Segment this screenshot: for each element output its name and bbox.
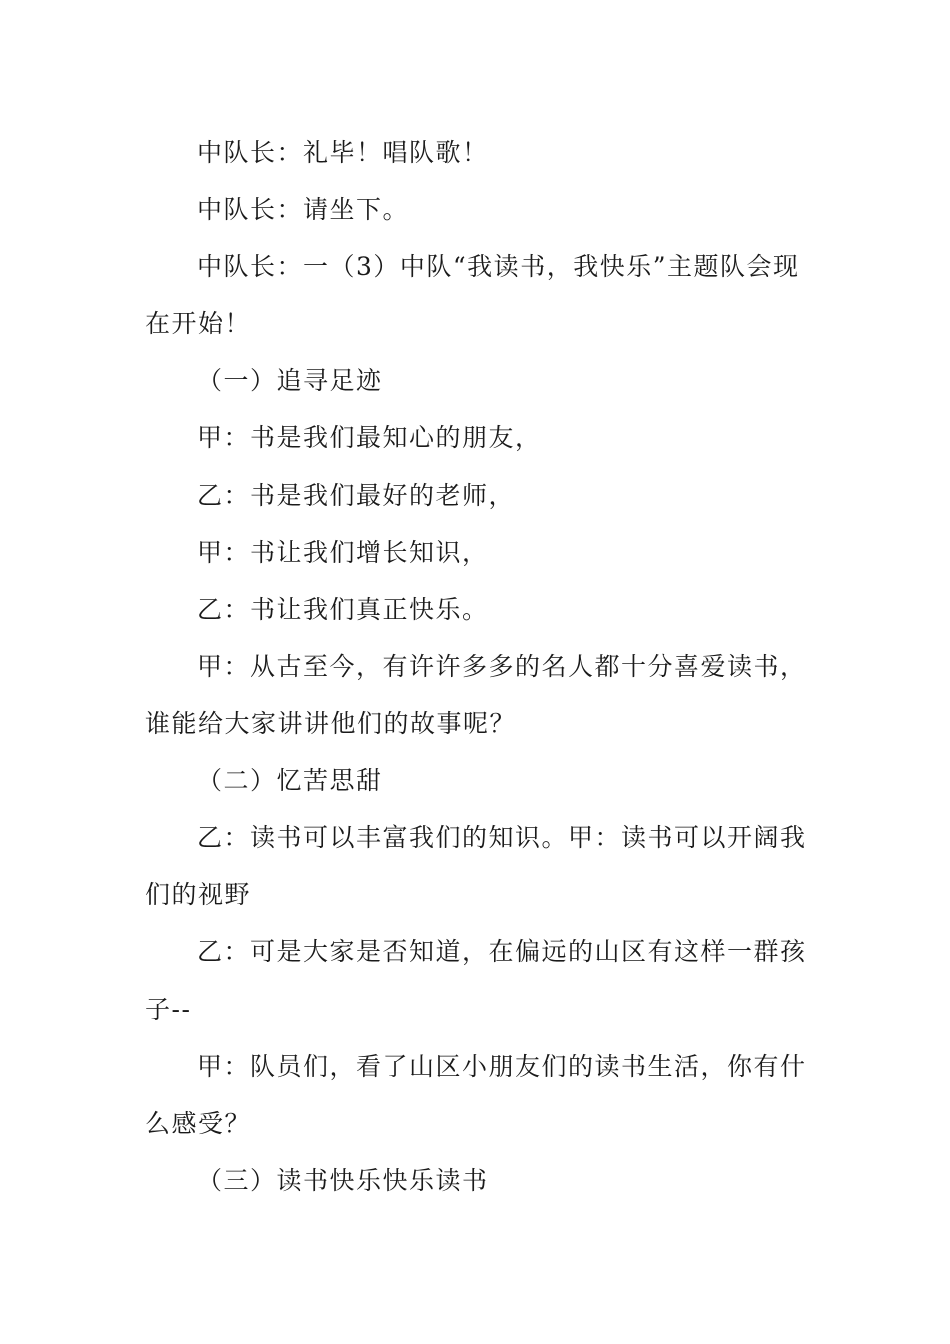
paragraph-line: 乙：书是我们最好的老师，	[197, 481, 516, 510]
paragraph-line: 乙：读书可以丰富我们的知识。甲：读书可以开阔我	[197, 823, 807, 852]
section-heading: （二）忆苦思甜	[197, 766, 383, 795]
paragraph-line: 子--	[145, 995, 192, 1024]
paragraph-line: 中队长：请坐下。	[197, 195, 410, 224]
paragraph-line: 乙：书让我们真正快乐。	[197, 595, 489, 624]
paragraph-line: 谁能给大家讲讲他们的故事呢？	[145, 709, 517, 738]
paragraph-line: 甲：书是我们最知心的朋友，	[197, 423, 542, 452]
section-heading: （一）追寻足迹	[197, 366, 383, 395]
paragraph-line: 中队长：一（3）中队“我读书，我快乐”主题队会现	[197, 252, 800, 281]
paragraph-line: 在开始！	[145, 309, 252, 338]
paragraph-line: 甲：从古至今，有许许多多的名人都十分喜爱读书，	[197, 652, 807, 681]
paragraph-line: 中队长：礼毕！唱队歌！	[197, 138, 489, 167]
section-heading: （三）读书快乐快乐读书	[197, 1166, 489, 1195]
paragraph-line: 么感受？	[145, 1109, 252, 1138]
paragraph-line: 甲：书让我们增长知识，	[197, 538, 489, 567]
paragraph-line: 们的视野	[145, 880, 252, 909]
paragraph-line: 甲：队员们，看了山区小朋友们的读书生活，你有什	[197, 1052, 807, 1081]
paragraph-line: 乙：可是大家是否知道，在偏远的山区有这样一群孩	[197, 937, 807, 966]
